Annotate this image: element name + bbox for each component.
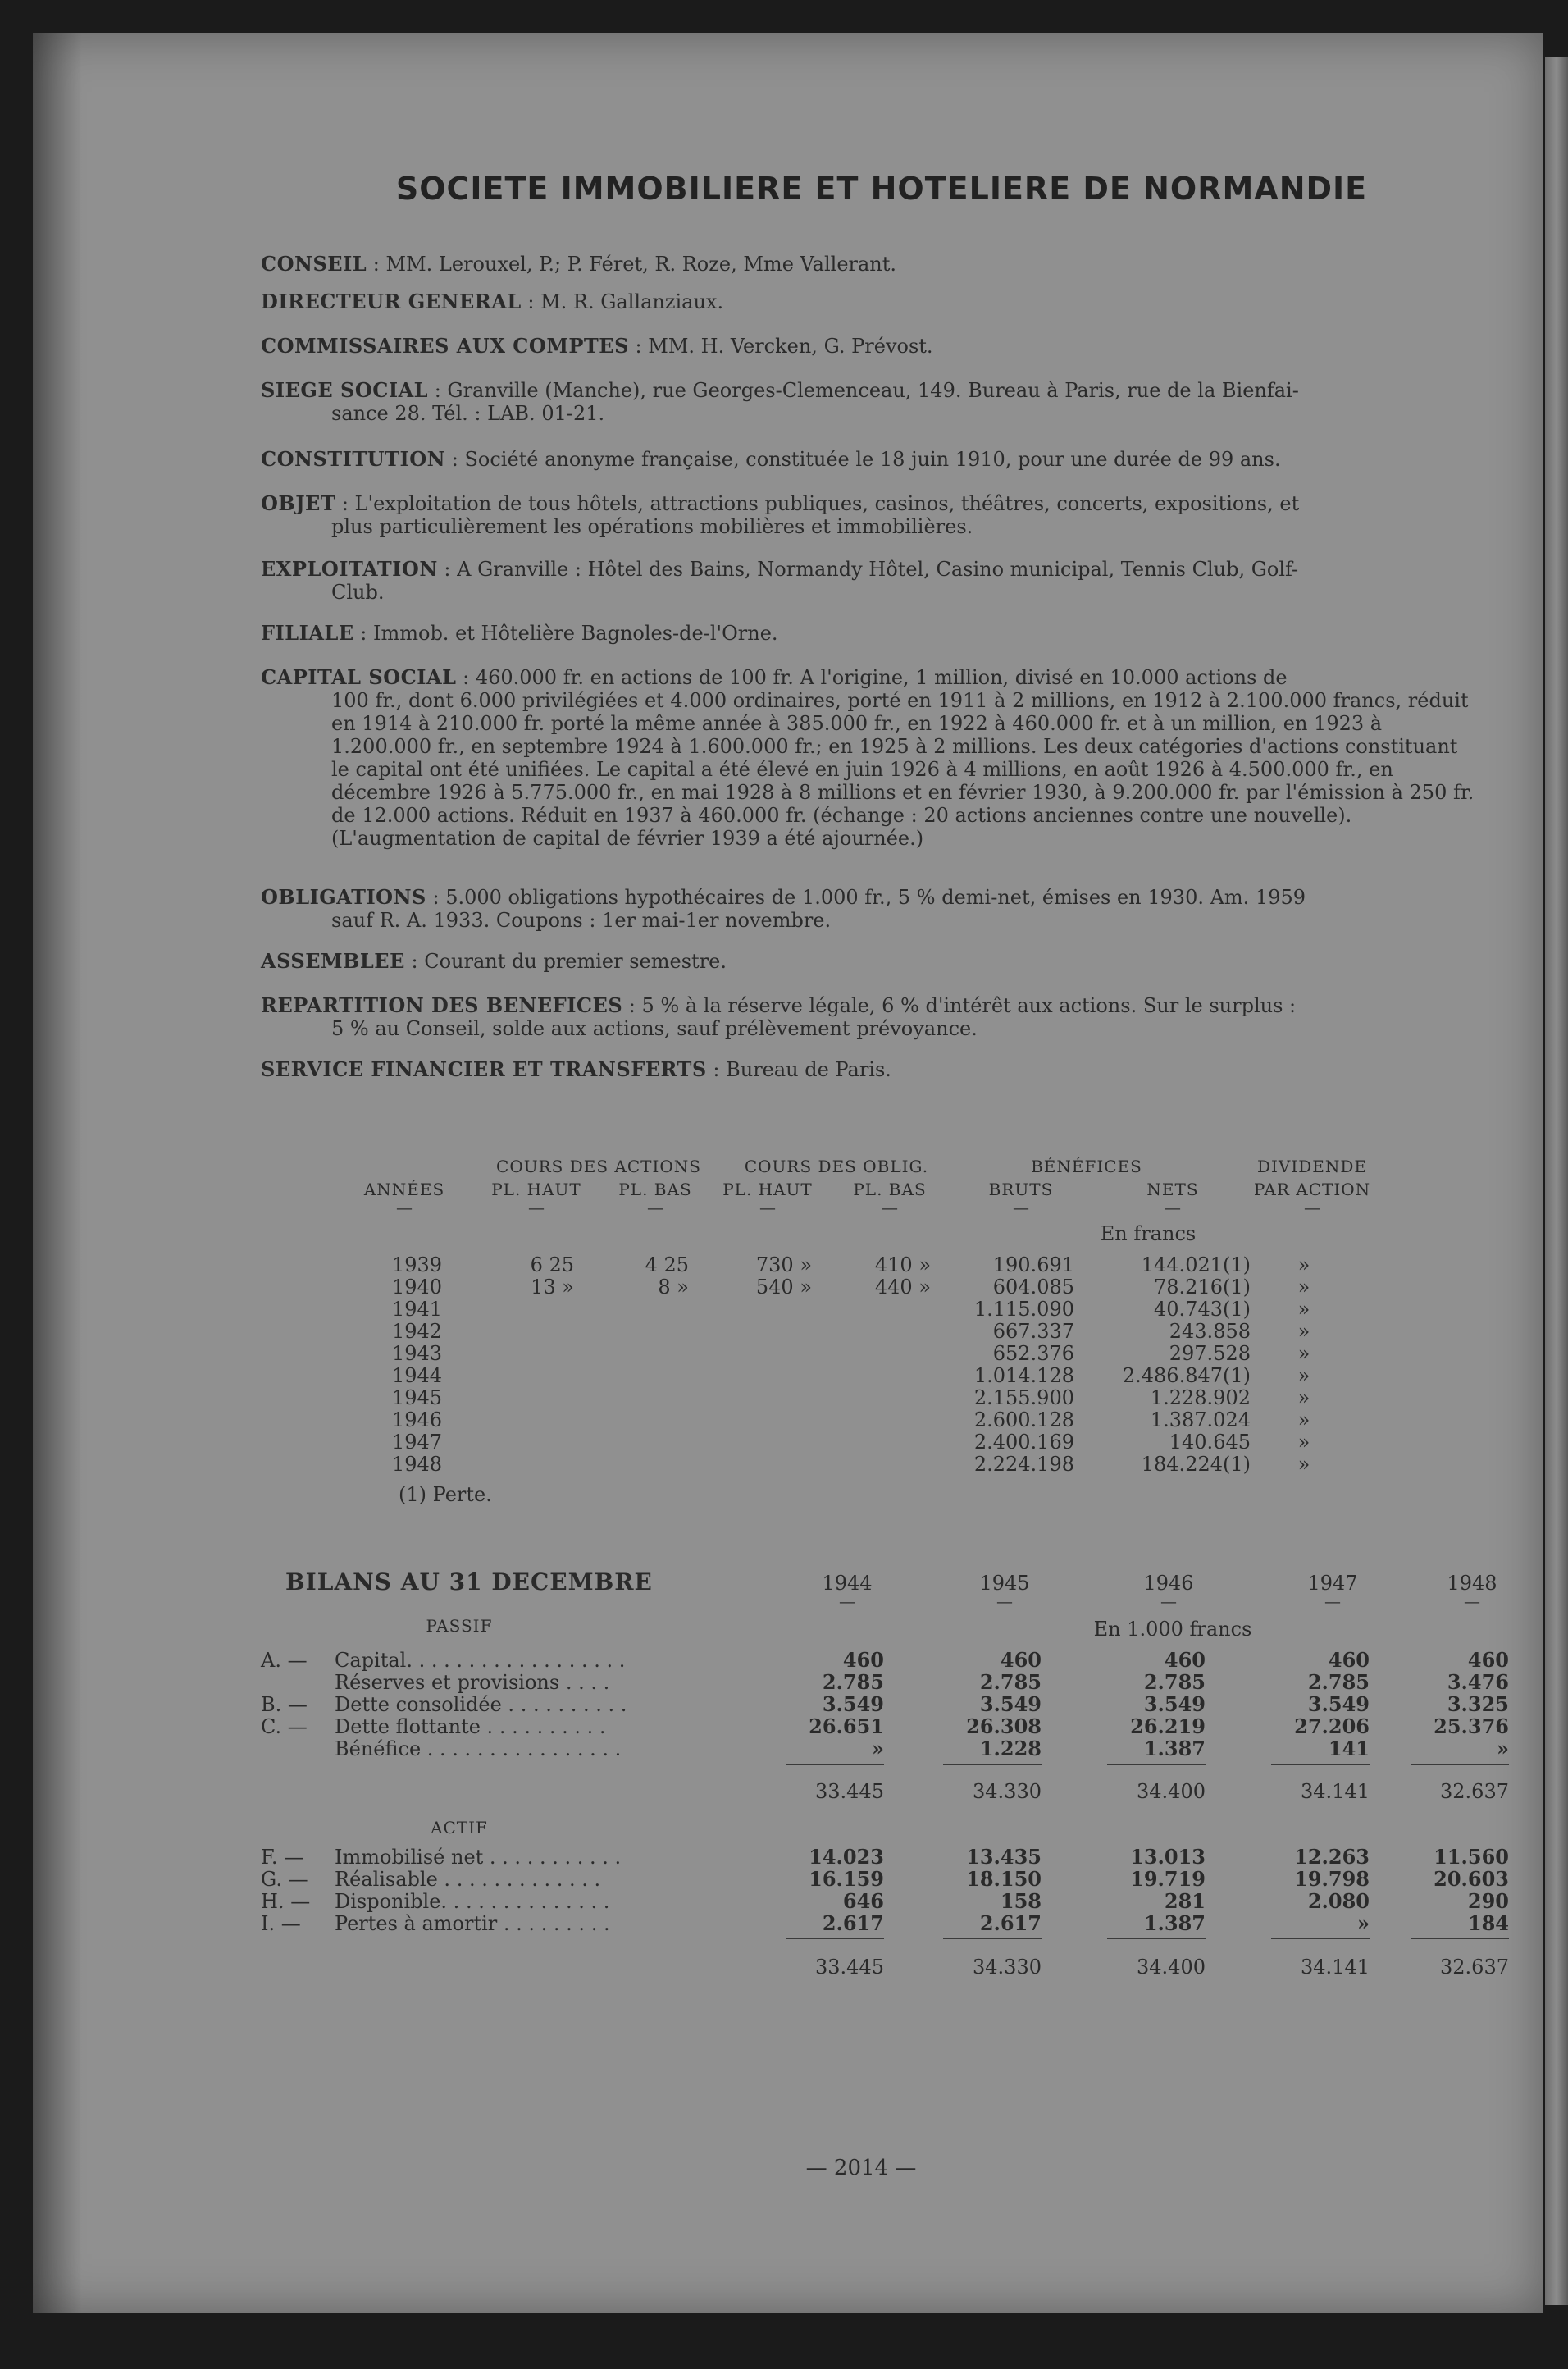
section-continuation: plus particulièrement les opérations mobilières et immobilières. bbox=[331, 515, 973, 538]
row-annee: 1946 bbox=[392, 1408, 443, 1431]
row-annee: 1948 bbox=[392, 1453, 443, 1476]
passif-row-value: 3.549 bbox=[1143, 1692, 1206, 1716]
row-annee: 1941 bbox=[392, 1298, 443, 1321]
passif-row-value: 460 bbox=[1164, 1648, 1206, 1672]
next-page-edge bbox=[1545, 57, 1568, 2305]
col-header-par-action: PAR ACTION bbox=[1253, 1180, 1371, 1199]
row-nets: 2.486.847(1) bbox=[1122, 1364, 1251, 1387]
section-text: : Granville (Manche), rue Georges-Clemenceau, 149. Bureau à Paris, rue de la Bienfai- bbox=[428, 379, 1299, 402]
section-label: COMMISSAIRES AUX COMPTES bbox=[261, 334, 629, 358]
year-header-dash: — bbox=[839, 1591, 855, 1611]
col-header-obl-pl-haut-dash: — bbox=[759, 1198, 776, 1217]
passif-row-value: 2.785 bbox=[822, 1670, 884, 1694]
passif-row-value: 27.206 bbox=[1294, 1714, 1370, 1738]
row-dividende: » bbox=[1297, 1298, 1310, 1321]
row-bruts: 2.224.198 bbox=[973, 1453, 1074, 1476]
row-dividende: » bbox=[1297, 1364, 1310, 1387]
row-nets: 1.387.024 bbox=[1150, 1408, 1251, 1431]
row-dividende: » bbox=[1297, 1253, 1310, 1276]
col-header-par-action-dash: — bbox=[1304, 1198, 1320, 1217]
actif-sum-rule bbox=[786, 1938, 884, 1939]
actif-sum-rule bbox=[943, 1938, 1042, 1939]
section-3 bbox=[261, 379, 1475, 425]
actif-row-value: 19.798 bbox=[1294, 1867, 1370, 1891]
passif-row-value: 460 bbox=[1000, 1648, 1042, 1672]
row-act-haut: 6 25 bbox=[530, 1253, 574, 1276]
year-header-dash: — bbox=[1324, 1591, 1341, 1611]
passif-row-label: Réserves et provisions . . . . bbox=[335, 1671, 610, 1694]
passif-row-value: » bbox=[1497, 1737, 1509, 1760]
section-label: REPARTITION DES BENEFICES bbox=[261, 993, 623, 1017]
section-text: : Courant du premier semestre. bbox=[404, 950, 727, 973]
actif-sum-rule bbox=[1411, 1938, 1509, 1939]
actif-label: ACTIF bbox=[431, 1818, 488, 1837]
row-nets: 243.858 bbox=[1169, 1320, 1251, 1343]
col-header-act-pl-bas-dash: — bbox=[647, 1198, 663, 1217]
section-2 bbox=[261, 335, 1475, 358]
row-nets: 144.021(1) bbox=[1141, 1253, 1251, 1276]
col-header-cours-oblig: COURS DES OBLIG. bbox=[744, 1157, 929, 1176]
row-annee: 1940 bbox=[392, 1276, 443, 1299]
col-header-obl-pl-bas: PL. BAS bbox=[853, 1180, 927, 1199]
row-obl-haut: 730 » bbox=[755, 1253, 812, 1276]
row-act-haut: 13 » bbox=[531, 1276, 574, 1299]
row-dividende: » bbox=[1297, 1453, 1310, 1476]
section-10 bbox=[261, 950, 1475, 973]
section-0 bbox=[261, 253, 1475, 276]
passif-row-value: 2.785 bbox=[1143, 1670, 1206, 1694]
section-text: : Immob. et Hôtelière Bagnoles-de-l'Orne. bbox=[353, 622, 778, 645]
actif-row-value: 158 bbox=[1000, 1889, 1042, 1913]
section-label: CAPITAL SOCIAL bbox=[261, 665, 457, 689]
actif-row-label: Disponible. . . . . . . . . . . . . . bbox=[335, 1890, 610, 1913]
section-continuation: 5 % au Conseil, solde aux actions, sauf prélèvement prévoyance. bbox=[331, 1017, 978, 1040]
col-header-bruts-dash: — bbox=[1013, 1198, 1029, 1217]
col-header-benefices: BÉNÉFICES bbox=[1031, 1157, 1142, 1176]
section-5 bbox=[261, 492, 1475, 538]
row-bruts: 667.337 bbox=[992, 1320, 1074, 1343]
row-bruts: 2.400.169 bbox=[973, 1431, 1074, 1454]
actif-row-value: 18.150 bbox=[966, 1867, 1042, 1891]
row-dividende: » bbox=[1297, 1431, 1310, 1454]
row-nets: 78.216(1) bbox=[1154, 1276, 1251, 1299]
col-header-obl-pl-haut: PL. HAUT bbox=[722, 1180, 813, 1199]
actif-row-prefix: I. — bbox=[261, 1912, 301, 1935]
row-bruts: 2.155.900 bbox=[973, 1386, 1074, 1409]
row-bruts: 604.085 bbox=[992, 1276, 1074, 1299]
row-nets: 140.645 bbox=[1169, 1431, 1251, 1454]
section-text: : L'exploitation de tous hôtels, attractions publiques, casinos, théâtres, concerts, expositions, et bbox=[335, 492, 1300, 515]
passif-row-value: 3.549 bbox=[822, 1692, 884, 1716]
row-nets: 184.224(1) bbox=[1141, 1453, 1251, 1476]
passif-row-value: 460 bbox=[842, 1648, 884, 1672]
actif-row-value: 14.023 bbox=[809, 1845, 884, 1869]
section-6 bbox=[261, 558, 1475, 604]
actif-row-value: 20.603 bbox=[1434, 1867, 1509, 1891]
col-header-obl-pl-bas-dash: — bbox=[882, 1198, 898, 1217]
document-title: SOCIETE IMMOBILIERE ET HOTELIERE DE NORMANDIE bbox=[395, 171, 1368, 207]
actif-row-label: Réalisable . . . . . . . . . . . . . bbox=[335, 1868, 601, 1891]
row-annee: 1939 bbox=[392, 1253, 443, 1276]
row-act-bas: 4 25 bbox=[645, 1253, 689, 1276]
section-text: : MM. Lerouxel, P.; P. Féret, R. Roze, Mme Vallerant. bbox=[367, 253, 897, 276]
passif-sum-rule bbox=[1107, 1764, 1206, 1765]
passif-row-value: 26.308 bbox=[966, 1714, 1042, 1738]
section-11 bbox=[261, 994, 1475, 1040]
row-nets: 297.528 bbox=[1169, 1342, 1251, 1365]
section-continuation: 100 fr., dont 6.000 privilégiées et 4.000 ordinaires, porté en 1911 à 2 millions, en 1912 à 2.100.000 francs, réduit en 1914 à 210.000 fr. porté la même année à 385.000 fr., en 1922 à 460.000 fr. et à un million, en 1923 à 1.200.000 fr., en septembre 1924 à 1.600.000 fr.; en 1925 à 2 millions. Les deux catégories d'actions constituant le capital ont été unifiées. Le capital a été élevé en juin 1926 à 4 millions, en août 1926 à 4.500.000 fr., en décembre 1926 à 5.775.000 fr., en mai 1928 à 8 millions et en février 1930, à 9.200.000 fr. par l'émission à 250 fr. de 12.000 actions. Réduit en 1937 à 460.000 fr. (échange : 20 actions anciennes contre une nouvelle). (L'augmentation de capital de février 1939 a été ajournée.) bbox=[331, 689, 1475, 850]
year-header-1946: 1946 bbox=[1143, 1572, 1194, 1595]
section-text: : Société anonyme française, constituée le 18 juin 1910, pour une durée de 99 ans. bbox=[445, 448, 1281, 471]
row-obl-bas: 410 » bbox=[874, 1253, 931, 1276]
col-header-nets: NETS bbox=[1146, 1180, 1199, 1199]
year-header-dash: — bbox=[996, 1591, 1013, 1611]
passif-total: 34.400 bbox=[1137, 1780, 1206, 1803]
actif-row-value: 2.617 bbox=[979, 1911, 1042, 1935]
row-dividende: » bbox=[1297, 1276, 1310, 1299]
row-dividende: » bbox=[1297, 1342, 1310, 1365]
passif-label: PASSIF bbox=[426, 1616, 493, 1636]
section-label: ASSEMBLEE bbox=[261, 949, 405, 973]
row-annee: 1942 bbox=[392, 1320, 443, 1343]
passif-row-value: 3.476 bbox=[1447, 1670, 1509, 1694]
actif-total: 33.445 bbox=[815, 1956, 884, 1979]
col-header-nets-dash: — bbox=[1165, 1198, 1181, 1217]
section-label: SIEGE SOCIAL bbox=[261, 378, 429, 402]
actif-row-label: Immobilisé net . . . . . . . . . . . bbox=[335, 1846, 622, 1869]
passif-row-value: 25.376 bbox=[1434, 1714, 1509, 1738]
passif-row-value: 3.549 bbox=[979, 1692, 1042, 1716]
passif-row-label: Dette consolidée . . . . . . . . . . bbox=[335, 1693, 627, 1716]
col-header-act-pl-haut-dash: — bbox=[528, 1198, 545, 1217]
passif-sum-rule bbox=[1271, 1764, 1370, 1765]
year-header-1948: 1948 bbox=[1447, 1572, 1497, 1595]
passif-row-value: 1.228 bbox=[979, 1737, 1042, 1760]
section-label: OBJET bbox=[261, 491, 336, 515]
passif-row-value: » bbox=[872, 1737, 884, 1760]
section-8 bbox=[261, 666, 1475, 850]
passif-row-label: Capital. . . . . . . . . . . . . . . . . . bbox=[335, 1649, 626, 1672]
cours-footnote: (1) Perte. bbox=[399, 1483, 492, 1506]
year-header-1944: 1944 bbox=[822, 1572, 873, 1595]
passif-row-value: 141 bbox=[1328, 1737, 1370, 1760]
section-12 bbox=[261, 1058, 1475, 1081]
passif-row-value: 460 bbox=[1328, 1648, 1370, 1672]
col-header-act-pl-bas: PL. BAS bbox=[618, 1180, 692, 1199]
year-header-dash: — bbox=[1464, 1591, 1480, 1611]
section-label: SERVICE FINANCIER ET TRANSFERTS bbox=[261, 1057, 707, 1081]
passif-row-value: 2.785 bbox=[1307, 1670, 1370, 1694]
actif-total: 34.400 bbox=[1137, 1956, 1206, 1979]
bilans-unit: En 1.000 francs bbox=[1093, 1618, 1252, 1641]
actif-sum-rule bbox=[1271, 1938, 1370, 1939]
section-label: OBLIGATIONS bbox=[261, 885, 426, 909]
section-1 bbox=[261, 290, 1475, 313]
passif-row-prefix: C. — bbox=[261, 1715, 308, 1738]
row-obl-bas: 440 » bbox=[874, 1276, 931, 1299]
actif-row-value: » bbox=[1357, 1911, 1370, 1935]
passif-sum-rule bbox=[943, 1764, 1042, 1765]
actif-sum-rule bbox=[1107, 1938, 1206, 1939]
row-dividende: » bbox=[1297, 1386, 1310, 1409]
actif-row-value: 2.080 bbox=[1307, 1889, 1370, 1913]
row-bruts: 1.014.128 bbox=[973, 1364, 1074, 1387]
section-text: : Bureau de Paris. bbox=[706, 1058, 891, 1081]
page-binding-shadow bbox=[33, 33, 82, 2313]
col-header-bruts: BRUTS bbox=[988, 1180, 1054, 1199]
section-continuation: Club. bbox=[331, 581, 385, 604]
section-label: FILIALE bbox=[261, 621, 354, 645]
row-bruts: 652.376 bbox=[992, 1342, 1074, 1365]
passif-row-value: 26.219 bbox=[1130, 1714, 1206, 1738]
actif-row-value: 13.435 bbox=[966, 1845, 1042, 1869]
col-header-dividende: DIVIDENDE bbox=[1256, 1157, 1368, 1176]
passif-row-prefix: B. — bbox=[261, 1693, 308, 1716]
section-text: : 5.000 obligations hypothécaires de 1.000 fr., 5 % demi-net, émises en 1930. Am. 1959 bbox=[426, 886, 1306, 909]
section-text: : M. R. Gallanziaux. bbox=[521, 290, 724, 313]
row-obl-haut: 540 » bbox=[755, 1276, 812, 1299]
actif-row-value: 281 bbox=[1164, 1889, 1206, 1913]
passif-total: 32.637 bbox=[1440, 1780, 1509, 1803]
row-bruts: 2.600.128 bbox=[973, 1408, 1074, 1431]
passif-row-label: Bénéfice . . . . . . . . . . . . . . . . bbox=[335, 1737, 622, 1760]
row-bruts: 190.691 bbox=[992, 1253, 1074, 1276]
actif-row-label: Pertes à amortir . . . . . . . . . bbox=[335, 1912, 610, 1935]
section-9 bbox=[261, 886, 1475, 932]
passif-sum-rule bbox=[786, 1764, 884, 1765]
year-header-dash: — bbox=[1160, 1591, 1177, 1611]
section-text: : 5 % à la réserve légale, 6 % d'intérêt aux actions. Sur le surplus : bbox=[622, 994, 1297, 1017]
actif-row-value: 13.013 bbox=[1130, 1845, 1206, 1869]
passif-row-label: Dette flottante . . . . . . . . . . bbox=[335, 1715, 606, 1738]
section-continuation: sance 28. Tél. : LAB. 01-21. bbox=[331, 402, 605, 425]
passif-total: 33.445 bbox=[815, 1780, 884, 1803]
row-annee: 1943 bbox=[392, 1342, 443, 1365]
row-act-bas: 8 » bbox=[658, 1276, 689, 1299]
actif-row-value: 19.719 bbox=[1130, 1867, 1206, 1891]
section-7 bbox=[261, 622, 1475, 645]
passif-row-value: 3.549 bbox=[1307, 1692, 1370, 1716]
passif-row-prefix: A. — bbox=[261, 1649, 308, 1672]
passif-sum-rule bbox=[1411, 1764, 1509, 1765]
row-dividende: » bbox=[1297, 1320, 1310, 1343]
row-dividende: » bbox=[1297, 1408, 1310, 1431]
passif-total: 34.330 bbox=[973, 1780, 1042, 1803]
row-nets: 40.743(1) bbox=[1154, 1298, 1251, 1321]
section-label: CONSEIL bbox=[261, 252, 367, 276]
passif-row-value: 1.387 bbox=[1143, 1737, 1206, 1760]
section-label: CONSTITUTION bbox=[261, 447, 446, 471]
actif-row-value: 11.560 bbox=[1434, 1845, 1509, 1869]
actif-row-value: 290 bbox=[1467, 1889, 1509, 1913]
page-number: — 2014 — bbox=[805, 2156, 917, 2180]
year-header-1945: 1945 bbox=[979, 1572, 1030, 1595]
col-header-annees-dash: — bbox=[396, 1198, 413, 1217]
col-header-cours-actions: COURS DES ACTIONS bbox=[496, 1157, 701, 1176]
row-annee: 1944 bbox=[392, 1364, 443, 1387]
actif-row-prefix: G. — bbox=[261, 1868, 308, 1891]
section-4 bbox=[261, 448, 1475, 471]
actif-row-value: 646 bbox=[842, 1889, 884, 1913]
passif-total: 34.141 bbox=[1301, 1780, 1370, 1803]
section-label: DIRECTEUR GENERAL bbox=[261, 290, 522, 313]
col-header-act-pl-haut: PL. HAUT bbox=[491, 1180, 581, 1199]
row-nets: 1.228.902 bbox=[1150, 1386, 1251, 1409]
passif-row-value: 460 bbox=[1467, 1648, 1509, 1672]
row-bruts: 1.115.090 bbox=[973, 1298, 1074, 1321]
bilans-title: BILANS AU 31 DECEMBRE bbox=[285, 1568, 653, 1595]
passif-row-value: 3.325 bbox=[1447, 1692, 1509, 1716]
year-header-1947: 1947 bbox=[1307, 1572, 1358, 1595]
row-annee: 1947 bbox=[392, 1431, 443, 1454]
section-text: : MM. H. Vercken, G. Prévost. bbox=[628, 335, 933, 358]
section-continuation: sauf R. A. 1933. Coupons : 1er mai-1er novembre. bbox=[331, 909, 832, 932]
actif-row-prefix: H. — bbox=[261, 1890, 311, 1913]
section-label: EXPLOITATION bbox=[261, 557, 438, 581]
section-text: : 460.000 fr. en actions de 100 fr. A l'origine, 1 million, divisé en 10.000 actions de bbox=[456, 666, 1288, 689]
actif-row-value: 2.617 bbox=[822, 1911, 884, 1935]
actif-total: 34.141 bbox=[1301, 1956, 1370, 1979]
col-header-annees: ANNÉES bbox=[363, 1180, 445, 1199]
unit-label: En francs bbox=[1100, 1222, 1197, 1245]
actif-row-value: 1.387 bbox=[1143, 1911, 1206, 1935]
actif-total: 32.637 bbox=[1440, 1956, 1509, 1979]
section-text: : A Granville : Hôtel des Bains, Normandy Hôtel, Casino municipal, Tennis Club, Golf- bbox=[437, 558, 1299, 581]
actif-row-value: 12.263 bbox=[1294, 1845, 1370, 1869]
passif-row-value: 2.785 bbox=[979, 1670, 1042, 1694]
passif-row-value: 26.651 bbox=[809, 1714, 884, 1738]
actif-row-value: 16.159 bbox=[809, 1867, 884, 1891]
actif-row-prefix: F. — bbox=[261, 1846, 304, 1869]
actif-row-value: 184 bbox=[1467, 1911, 1509, 1935]
row-annee: 1945 bbox=[392, 1386, 443, 1409]
actif-total: 34.330 bbox=[973, 1956, 1042, 1979]
